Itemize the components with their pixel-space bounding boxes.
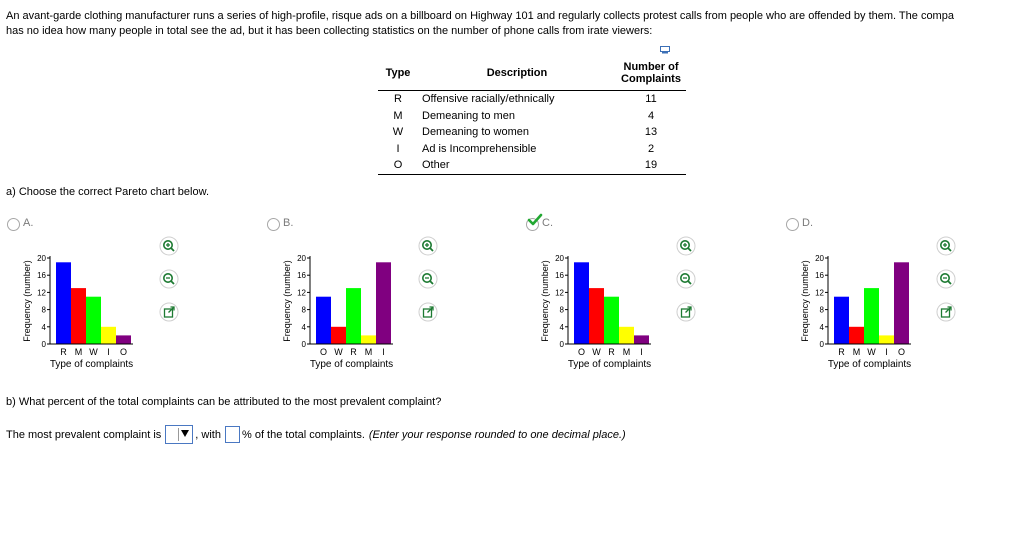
type-cell: M	[393, 109, 403, 122]
bar-W	[864, 288, 879, 344]
x-axis-label: Type of complaints	[49, 359, 134, 370]
y-tick-label: 16	[297, 271, 306, 281]
chart-b-tools	[418, 236, 440, 335]
y-tick-label: 12	[297, 288, 306, 298]
zoom-out-icon[interactable]	[936, 269, 956, 289]
dropdown-arrow-icon[interactable]	[181, 430, 189, 437]
percent-input[interactable]	[225, 426, 240, 443]
count-cell: 11	[645, 93, 657, 105]
chart-b	[278, 238, 408, 376]
y-tick-label: 8	[819, 305, 824, 315]
option-a-label[interactable]: A.	[23, 217, 34, 229]
type-cell: O	[378, 157, 418, 174]
header-complaints	[616, 56, 686, 91]
table-row	[378, 108, 686, 125]
popout-icon[interactable]	[418, 302, 438, 322]
x-tick-label: I	[107, 347, 110, 357]
table-row	[378, 141, 686, 158]
y-tick-label: 16	[815, 271, 824, 281]
x-tick-label: M	[74, 347, 83, 357]
y-tick-label: 12	[37, 288, 46, 298]
description-cell: Demeaning to women	[422, 126, 530, 138]
y-tick-label: 20	[297, 254, 306, 263]
description-cell: Ad is Incomprehensible	[422, 142, 537, 155]
popout-icon[interactable]	[159, 302, 179, 322]
bar-I	[376, 262, 391, 344]
bar-O	[316, 297, 331, 344]
y-axis-label: Frequency (number)	[22, 260, 32, 342]
table-row	[378, 91, 686, 108]
x-tick-label: M	[852, 347, 861, 357]
chart-a-tools	[159, 236, 181, 335]
intro-line-2: has no idea how many people in total see the ad, but it has been collecting statistics on the number of phone calls from irate viewers:	[6, 25, 653, 37]
table-row	[378, 157, 686, 174]
y-tick-label: 20	[555, 254, 564, 263]
x-tick-label: R	[60, 347, 67, 357]
answer-middle: , with	[195, 428, 221, 441]
chart-d-tools	[936, 236, 958, 335]
bar-R	[56, 262, 71, 344]
option-d-label[interactable]: D.	[802, 217, 813, 229]
bar-R	[834, 297, 849, 344]
answer-suffix: % of the total complaints.	[241, 428, 365, 441]
y-tick-label: 0	[559, 340, 564, 349]
y-tick-label: 4	[41, 322, 46, 332]
type-cell: R	[394, 93, 402, 105]
question-b: b) What percent of the total complaints can be attributed to the most prevalent complaint?	[6, 396, 442, 408]
bar-I	[634, 335, 649, 344]
zoom-in-icon[interactable]	[418, 236, 438, 256]
problem-intro	[6, 9, 1024, 39]
y-tick-label: 4	[819, 322, 824, 332]
x-axis-label: Type of complaints	[827, 359, 912, 370]
y-tick-label: 16	[37, 271, 46, 281]
bar-W	[589, 288, 604, 344]
x-tick-label: I	[640, 347, 643, 357]
copy-icon[interactable]	[660, 46, 671, 54]
zoom-out-icon[interactable]	[418, 269, 438, 289]
x-tick-label: I	[382, 347, 385, 357]
option-b-radio[interactable]	[267, 218, 280, 231]
zoom-out-icon[interactable]	[159, 269, 179, 289]
header-description: Description	[418, 56, 616, 91]
x-tick-label: O	[897, 347, 906, 357]
chart-c	[536, 238, 666, 376]
x-tick-label: O	[577, 347, 586, 357]
bar-M	[361, 335, 376, 344]
x-tick-label: W	[867, 347, 876, 357]
dropdown-separator	[178, 428, 179, 441]
x-tick-label: M	[364, 347, 373, 357]
x-tick-label: W	[592, 347, 601, 357]
y-tick-label: 8	[559, 305, 564, 315]
y-tick-label: 12	[815, 288, 824, 298]
question-a: a) Choose the correct Pareto chart below.	[6, 186, 209, 198]
bar-M	[619, 327, 634, 344]
x-tick-label: W	[334, 347, 343, 357]
count-cell: 2	[647, 142, 655, 155]
chart-a	[18, 238, 148, 376]
zoom-in-icon[interactable]	[936, 236, 956, 256]
x-axis-label: Type of complaints	[567, 359, 652, 370]
table-row	[378, 124, 686, 141]
y-tick-label: 20	[815, 254, 824, 263]
checkmark-icon	[527, 213, 543, 227]
header-complaints-line-1: Number of	[623, 61, 679, 73]
bar-I	[101, 327, 116, 344]
intro-line-1: An avant-garde clothing manufacturer runs a series of high-profile, risque ads on a billboard on Highway 101 and regularly collects protest calls from people who are offended by them. The compa	[6, 10, 954, 22]
zoom-in-icon[interactable]	[159, 236, 179, 256]
bar-I	[879, 335, 894, 344]
zoom-in-icon[interactable]	[676, 236, 696, 256]
y-tick-label: 8	[41, 305, 46, 315]
y-tick-label: 4	[301, 322, 306, 332]
option-a-radio[interactable]	[7, 218, 20, 231]
complaint-type-dropdown[interactable]	[165, 425, 193, 444]
description-cell: Other	[418, 157, 616, 174]
type-cell: W	[392, 126, 404, 138]
count-cell: 4	[647, 109, 655, 122]
answer-hint: (Enter your response rounded to one decimal place.)	[368, 428, 626, 441]
bar-W	[331, 327, 346, 344]
x-axis-label: Type of complaints	[309, 359, 394, 370]
bar-R	[604, 297, 619, 344]
x-tick-label: O	[119, 347, 128, 357]
description-cell: Demeaning to men	[422, 109, 515, 122]
complaints-table	[378, 56, 686, 175]
option-d-radio[interactable]	[786, 218, 799, 231]
answer-prefix: The most prevalent complaint is	[6, 428, 162, 441]
bar-O	[116, 335, 131, 344]
x-tick-label: I	[885, 347, 888, 357]
x-tick-label: R	[608, 347, 615, 357]
y-tick-label: 0	[819, 340, 824, 349]
x-tick-label: O	[319, 347, 328, 357]
bar-R	[346, 288, 361, 344]
y-tick-label: 0	[301, 340, 306, 349]
popout-icon[interactable]	[936, 302, 956, 322]
option-c-label[interactable]: C.	[542, 217, 553, 229]
y-tick-label: 4	[559, 322, 564, 332]
chart-c-tools	[676, 236, 698, 335]
description-cell: Offensive racially/ethnically	[422, 93, 555, 105]
x-tick-label: M	[622, 347, 631, 357]
y-tick-label: 16	[555, 271, 564, 281]
y-tick-label: 8	[301, 305, 306, 315]
answer-line	[6, 425, 626, 444]
y-tick-label: 0	[41, 340, 46, 349]
bar-O	[894, 262, 909, 344]
type-cell: I	[396, 142, 400, 155]
bar-W	[86, 297, 101, 344]
bar-M	[849, 327, 864, 344]
bar-O	[574, 262, 589, 344]
chart-d	[796, 238, 926, 376]
bar-M	[71, 288, 86, 344]
y-tick-label: 12	[555, 288, 564, 298]
header-complaints-line-2: Complaints	[621, 73, 681, 85]
y-axis-label: Frequency (number)	[800, 260, 810, 342]
popout-icon[interactable]	[676, 302, 696, 322]
y-axis-label: Frequency (number)	[282, 260, 292, 342]
option-b-label[interactable]: B.	[283, 217, 294, 229]
x-tick-label: R	[350, 347, 357, 357]
x-tick-label: R	[838, 347, 845, 357]
y-axis-label: Frequency (number)	[540, 260, 550, 342]
header-type: Type	[378, 56, 418, 91]
y-tick-label: 20	[37, 254, 46, 263]
count-cell: 13	[644, 126, 658, 138]
x-tick-label: W	[89, 347, 98, 357]
zoom-out-icon[interactable]	[676, 269, 696, 289]
count-cell: 19	[616, 157, 686, 174]
